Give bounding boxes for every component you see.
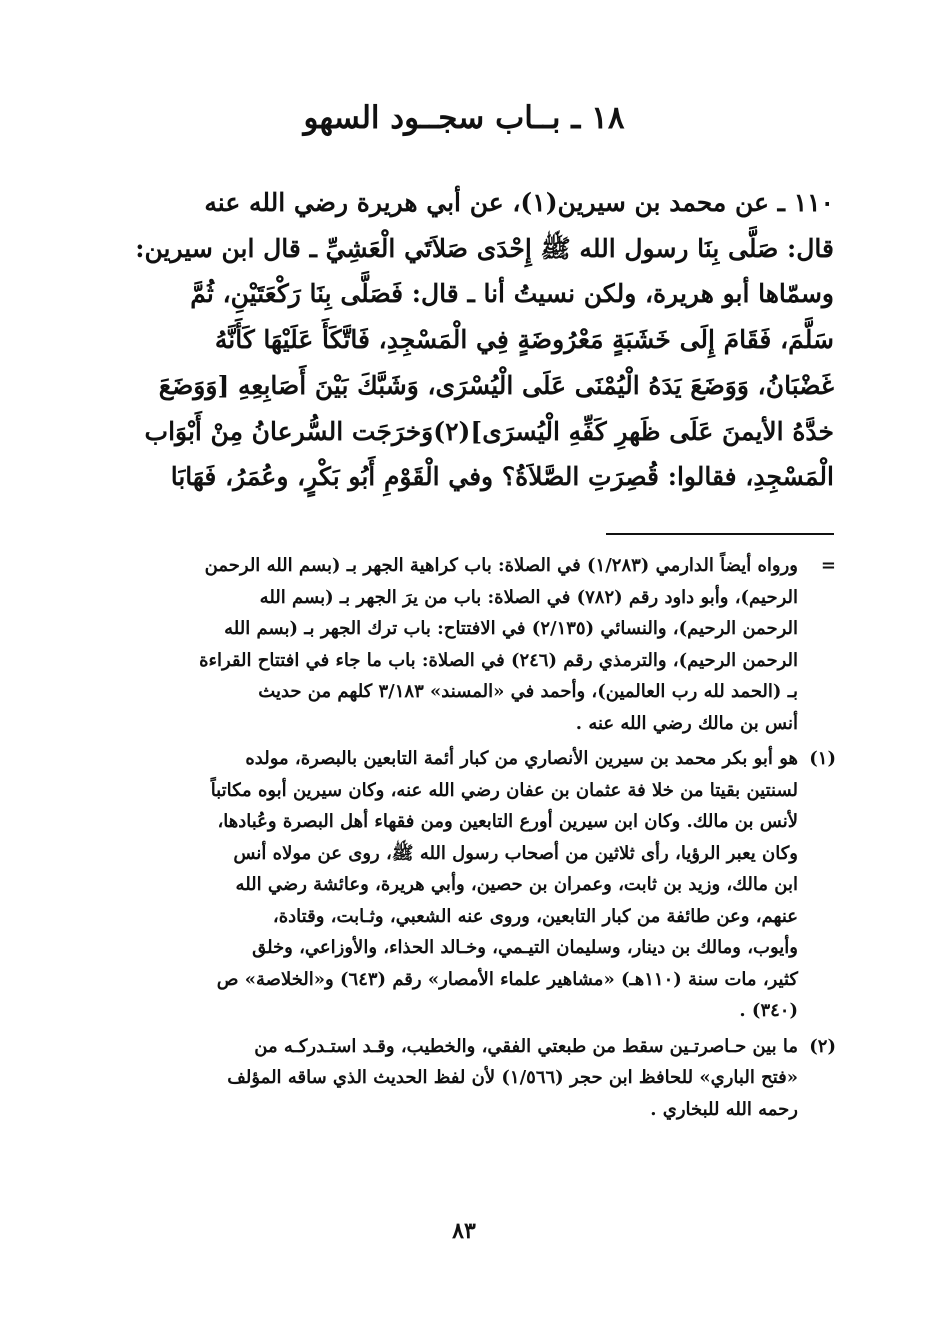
footnote-marker: (٢) (809, 1035, 836, 1057)
footnote-line: «فتح الباري» للحافظ ابن حجر (١/٥٦٦) لأن لفظ الحديث الذي ساقه المؤلف (227, 1067, 798, 1088)
hadith-line: خدَّهُ الأيمنَ عَلَى ظَهرِ كَفِّهِ الْيُسرَى](٢)وَخرَجَت السُّرعانُ مِنْ أَبْوَاب (144, 416, 834, 446)
footnote-marker: = (820, 555, 836, 576)
hadith-line: قال: صَلَّى بِنَا رسول الله ﷺ إِحْدَى صَلاَتَي الْعَشِيِّ ـ قال ابن سيرين: (135, 233, 834, 263)
footnote-line: (٣٤٠) . (739, 1000, 798, 1021)
footnotes (118, 550, 836, 1129)
footnote-divider (606, 533, 834, 535)
footnote-line: ورواه أيضاً الدارمي (١/٢٨٣) في الصلاة: باب كراهية الجهر بـ (بسم الله الرحمن (204, 555, 798, 576)
footnote-line: وأيوب، ومالك بن دينار، وسليمان التيـمي، وخـالد الحذاء، والأوزاعي، وخلق (252, 937, 798, 958)
footnote-line: عنهم، وعن طائفة من كبار التابعين، وروى عنه الشعبي، وثـابت، وقتادة، (272, 905, 798, 927)
page-number: ٨٣ (452, 1218, 476, 1244)
footnote-line: الرحمن الرحيم)، والنسائي (٢/١٣٥) في الافتتاح: باب ترك الجهر بـ (بسم الله (224, 618, 798, 639)
footnote-line: رحمه الله للبخاري . (650, 1098, 798, 1120)
footnote-line: الرحمن الرحيم)، والترمذي رقم (٢٤٦) في الصلاة: باب ما جاء في افتتاح القراءة (199, 649, 798, 671)
footnote-1 (118, 743, 836, 1027)
chapter-title: ١٨ ـ بــاب سجــود السهو (303, 100, 625, 136)
footnote-2 (118, 1031, 836, 1126)
footnote-line: ما بين حـاصرتـين سقط من طبعتي الفقي، والخطيب، وقـد استـدركـه من (254, 1035, 798, 1057)
footnote-line: لسنتين بقيتا من خلا فة عثمان بن عفان رضي الله عنه، وكان سيرين أبوه مكاتباً (210, 779, 798, 801)
footnote-line: الرحيم)، وأبو داود رقم (٧٨٢) في الصلاة: باب من يرَ الجهر بـ (بسم الله (259, 586, 798, 608)
hadith-line: غَضْبَانُ، وَوَضَعَ يَدَهُ الْيُمْنَى عَلَى الْيُسْرَى، وَشَبَّكَ بَيْنَ أَصَابِعِهِ [وَوَضَعَ (158, 370, 834, 400)
hadith-text (108, 180, 834, 500)
footnote-line: وكان يعبر الرؤيا، رأى ثلاثين من أصحاب رسول الله ﷺ، روى عن مولاه أنس (233, 842, 798, 864)
hadith-line: ١١٠ ـ عن محمد بن سيرين(١)، عن أبي هريرة رضي الله عنه (204, 188, 834, 217)
footnote-marker: (١) (809, 748, 836, 769)
hadith-line: الْمَسْجِدِ، فقالوا: قُصِرَتِ الصَّلاَةُ؟ وفي الْقَوْمِ أَبُو بَكْرٍ، وعُمَرُ، فَهَابَا (170, 462, 834, 492)
footnote-line: ابن مالك، وزيد بن ثابت، وعمران بن حصين، وأبي هريرة، وعائشة رضي الله (235, 874, 798, 895)
hadith-line: سَلَّمَ، فَقَامَ إِلَى خَشَبَةٍ مَعْرُوضَةٍ فِي الْمَسْجِدِ، فَاتَّكَأَ عَلَيْهَا كَأَنَّهُ (214, 325, 834, 355)
footnote-line: هو أبو بكر محمد بن سيرين الأنصاري من كبار أئمة التابعين بالبصرة، مولده (245, 748, 798, 769)
footnote-line: أنس بن مالك رضي الله عنه . (575, 712, 798, 734)
footnote-line: بـ (الحمد لله رب العالمين)، وأحمد في «المسند» ٣/١٨٣ كلهم من حديث (258, 681, 798, 702)
footnote-line: لأنس بن مالك. وكان ابن سيرين أورع التابعين ومن فقهاء أهل البصرة وعُبادها، (217, 811, 798, 832)
hadith-line: وسمّاها أبو هريرة، ولكن نسيتُ أنا ـ قال: فَصَلَّى بِنَا رَكْعَتَيْنِ، ثُمَّ (190, 279, 834, 309)
footnote-continuation (118, 550, 836, 739)
footnote-line: كثير، مات سنة (١١٠هـ) «مشاهير علماء الأمصار» رقم (٦٤٣) و«الخلاصة» ص (216, 968, 798, 990)
